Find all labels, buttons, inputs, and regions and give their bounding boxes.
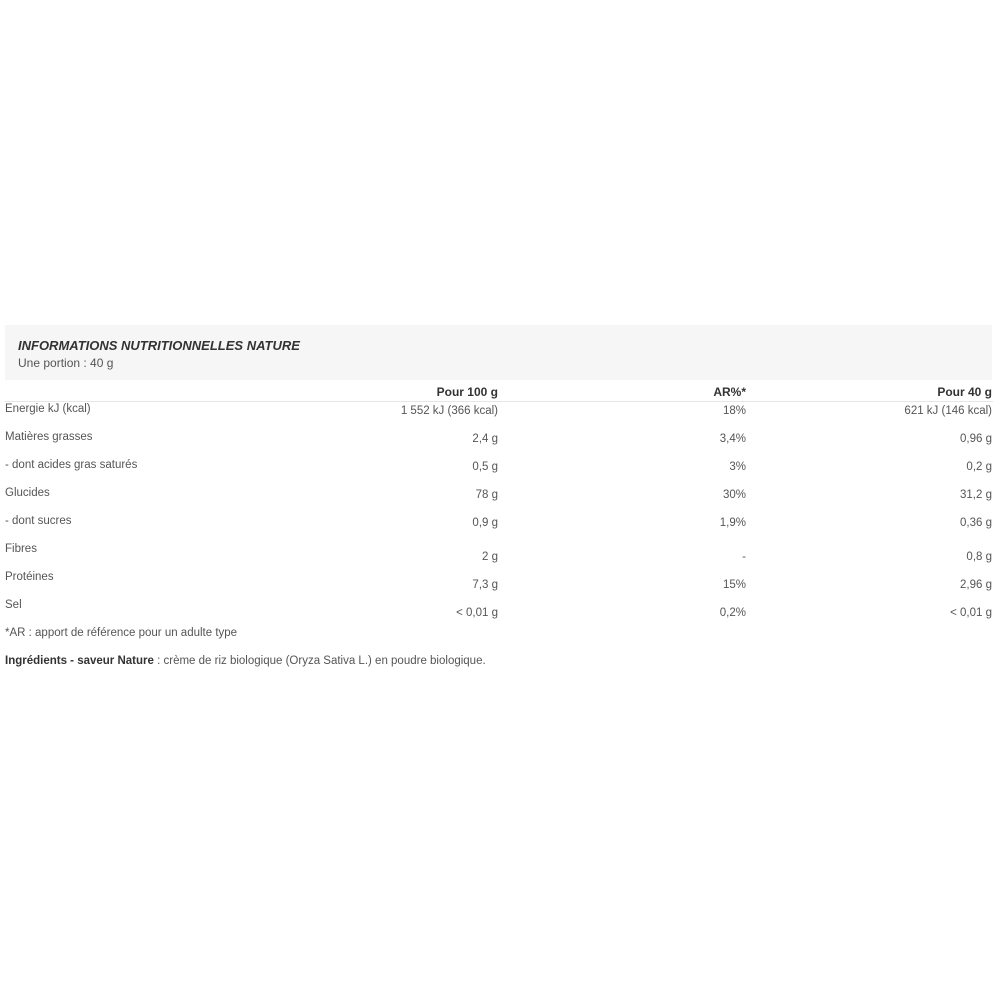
value-per-40g: 0,2 g: [966, 461, 992, 473]
ingredients-label: Ingrédients - saveur Nature: [5, 655, 154, 667]
value-ar-percent: -: [742, 551, 746, 563]
value-ar-percent: 1,9%: [719, 517, 746, 529]
nutrient-label: - dont sucres: [5, 515, 72, 527]
value-ar-percent: 15%: [722, 579, 746, 591]
value-ar-percent: 3,4%: [719, 433, 746, 445]
value-per-40g: 0,96 g: [960, 433, 992, 445]
value-per-100g: 0,9 g: [472, 517, 498, 529]
table-row: [0, 515, 1000, 543]
column-header-ar: AR%*: [713, 385, 746, 399]
nutrition-header-panel: [5, 325, 992, 380]
portion-size: Une portion : 40 g: [18, 356, 114, 370]
value-per-100g: 2,4 g: [472, 433, 498, 445]
table-row: [0, 459, 1000, 487]
value-per-40g: < 0,01 g: [950, 607, 992, 619]
ingredients-line: [5, 655, 486, 667]
value-per-40g: 621 kJ (146 kcal): [904, 405, 992, 417]
nutrient-label: - dont acides gras saturés: [5, 459, 138, 471]
table-row: [0, 571, 1000, 599]
value-ar-percent: 18%: [722, 405, 746, 417]
value-per-40g: 2,96 g: [960, 579, 992, 591]
value-per-40g: 31,2 g: [960, 489, 992, 501]
value-per-100g: 2 g: [482, 551, 498, 563]
footnote: *AR : apport de référence pour un adulte type: [5, 627, 238, 639]
value-per-100g: 0,5 g: [472, 461, 498, 473]
nutrient-label: Sel: [5, 599, 22, 611]
table-row: [0, 431, 1000, 459]
header-divider: [5, 401, 993, 402]
value-ar-percent: 0,2%: [719, 607, 746, 619]
table-row: [0, 487, 1000, 515]
nutrient-label: Glucides: [5, 487, 50, 499]
nutrient-label: Fibres: [5, 543, 37, 555]
value-per-40g: 0,36 g: [960, 517, 992, 529]
value-per-40g: 0,8 g: [966, 551, 992, 563]
ingredients-text: : crème de riz biologique (Oryza Sativa L.) en poudre biologique.: [153, 655, 486, 667]
table-row: [0, 599, 1000, 627]
nutrition-title: INFORMATIONS NUTRITIONNELLES NATURE: [18, 338, 300, 353]
column-header-per-100g: Pour 100 g: [436, 385, 498, 399]
table-row: [0, 403, 1000, 431]
value-per-100g: 1 552 kJ (366 kcal): [400, 405, 498, 417]
value-per-100g: < 0,01 g: [456, 607, 498, 619]
value-per-100g: 78 g: [475, 489, 498, 501]
value-ar-percent: 30%: [722, 489, 746, 501]
column-header-per-40g: Pour 40 g: [937, 385, 992, 399]
nutrient-label: Protéines: [5, 571, 54, 583]
table-row: [0, 543, 1000, 571]
value-ar-percent: 3%: [729, 461, 746, 473]
nutrient-label: Energie kJ (kcal): [5, 403, 91, 415]
nutrient-label: Matières grasses: [5, 431, 93, 443]
value-per-100g: 7,3 g: [472, 579, 498, 591]
